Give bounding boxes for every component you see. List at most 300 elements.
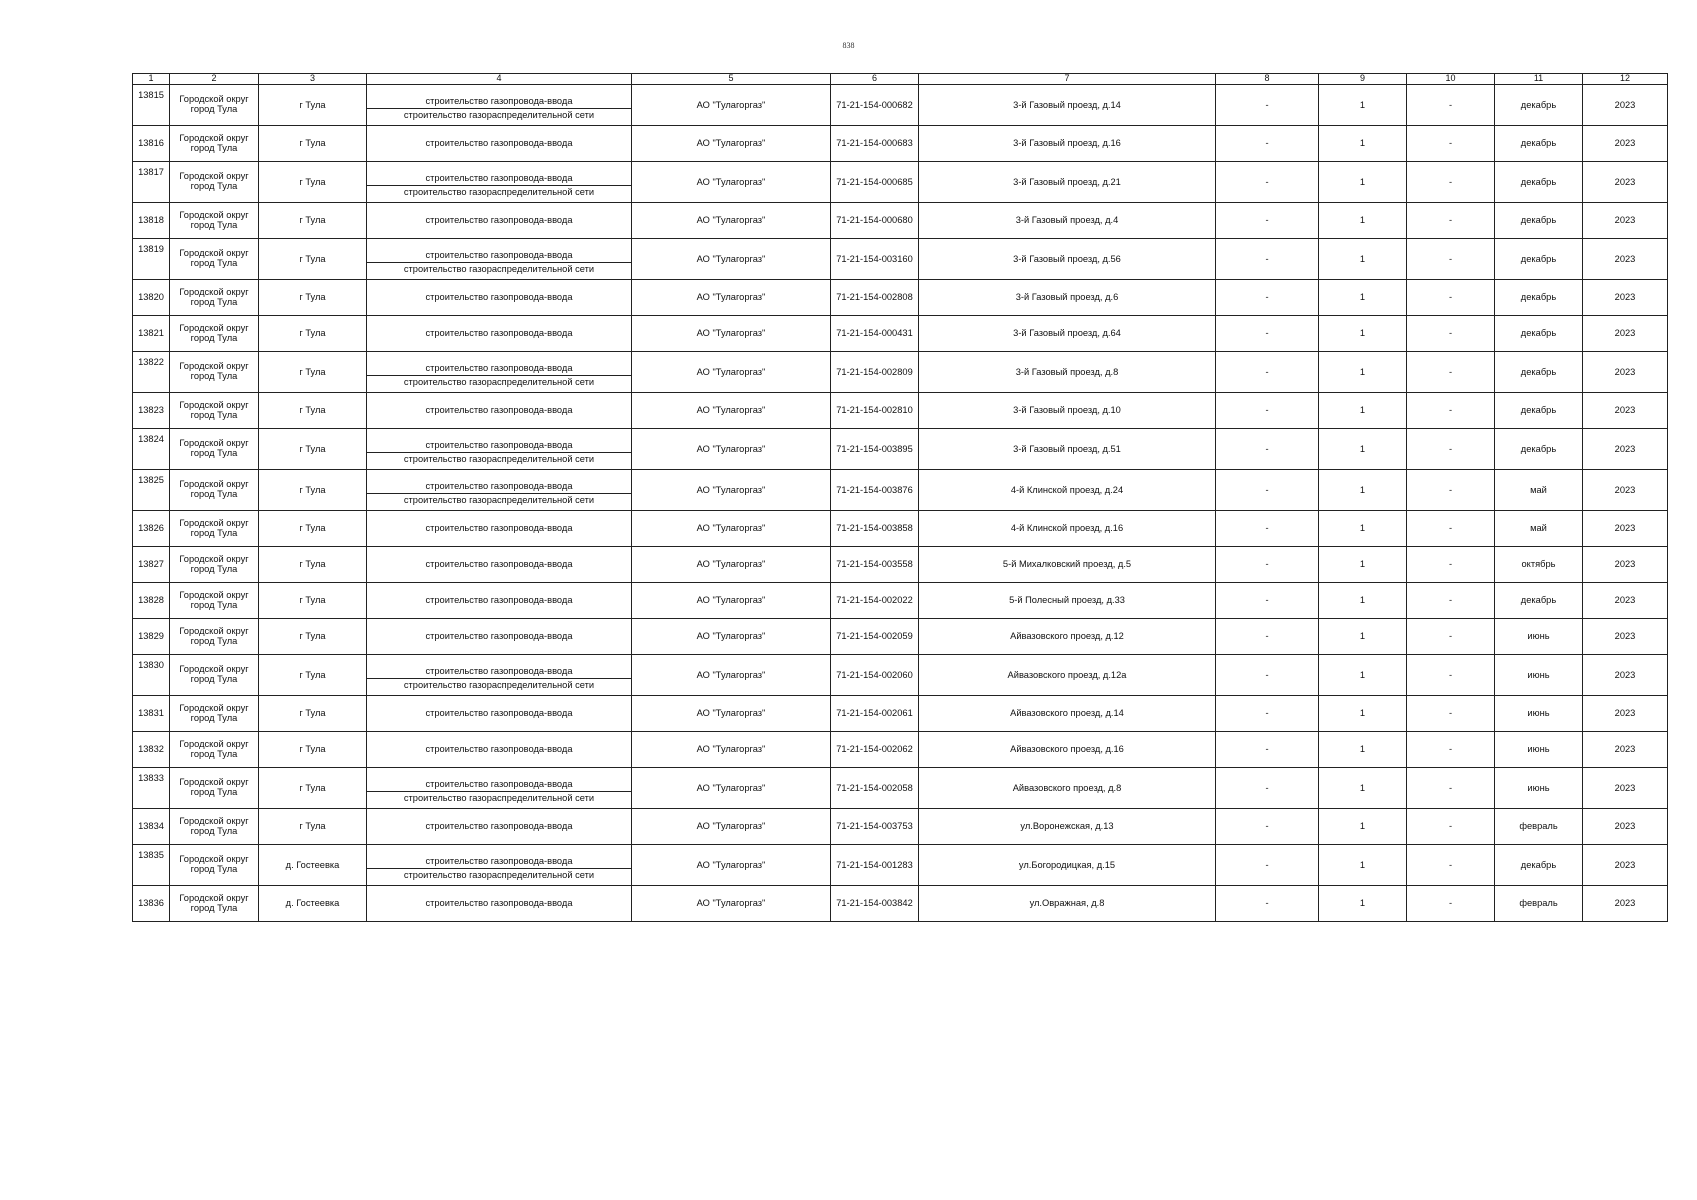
cell-district: Городской округ город Тула: [170, 583, 259, 619]
cell-id: 13832: [133, 732, 170, 768]
cell-org: АО "Тулагоргаз": [632, 393, 831, 429]
cell-code: 71-21-154-000431: [831, 316, 919, 352]
cell-year: 2023: [1583, 239, 1668, 280]
cell-month: декабрь: [1495, 393, 1583, 429]
cell-address: 3-й Газовый проезд, д.6: [919, 280, 1216, 316]
cell-c10: -: [1407, 126, 1495, 162]
header-cell: 7: [919, 74, 1216, 85]
table-row: [133, 203, 1668, 239]
cell-year: 2023: [1583, 845, 1668, 886]
table-row: [133, 886, 1668, 922]
cell-district: Городской округ город Тула: [170, 162, 259, 203]
cell-c10: -: [1407, 768, 1495, 809]
cell-address: Айвазовского проезд, д.14: [919, 696, 1216, 732]
cell-c8: -: [1216, 470, 1319, 511]
cell-c9: 1: [1319, 393, 1407, 429]
table-row: [133, 768, 1668, 809]
cell-c10: -: [1407, 239, 1495, 280]
work-item: строительство газопровода-ввода: [367, 88, 631, 109]
cell-month: май: [1495, 470, 1583, 511]
work-item: строительство газопровода-ввода: [367, 355, 631, 376]
cell-id: 13815: [133, 85, 170, 126]
cell-c8: -: [1216, 583, 1319, 619]
cell-code: 71-21-154-002060: [831, 655, 919, 696]
cell-code: 71-21-154-000683: [831, 126, 919, 162]
cell-works: [367, 316, 632, 352]
cell-org: АО "Тулагоргаз": [632, 126, 831, 162]
work-item: строительство газопровода-ввода: [425, 744, 573, 755]
cell-org: АО "Тулагоргаз": [632, 280, 831, 316]
table-row: [133, 393, 1668, 429]
cell-district: Городской округ город Тула: [170, 239, 259, 280]
cell-code: 71-21-154-000680: [831, 203, 919, 239]
header-cell: 10: [1407, 74, 1495, 85]
cell-id: 13827: [133, 547, 170, 583]
cell-c9: 1: [1319, 126, 1407, 162]
cell-c9: 1: [1319, 547, 1407, 583]
cell-year: 2023: [1583, 511, 1668, 547]
cell-org: АО "Тулагоргаз": [632, 470, 831, 511]
cell-c9: 1: [1319, 352, 1407, 393]
work-item: строительство газораспределительной сети: [403, 110, 595, 121]
work-item: строительство газораспределительной сети: [403, 870, 595, 881]
cell-month: декабрь: [1495, 352, 1583, 393]
work-item: строительство газораспределительной сети: [403, 187, 595, 198]
work-item: строительство газораспределительной сети: [403, 793, 595, 804]
table-row: [133, 732, 1668, 768]
table-row: [133, 511, 1668, 547]
cell-locality: г Тула: [259, 696, 367, 732]
cell-org: АО "Тулагоргаз": [632, 316, 831, 352]
cell-month: декабрь: [1495, 239, 1583, 280]
cell-works: [367, 845, 632, 886]
cell-year: 2023: [1583, 619, 1668, 655]
page-number: 838: [842, 41, 855, 50]
cell-id: 13836: [133, 886, 170, 922]
cell-c10: -: [1407, 845, 1495, 886]
cell-year: 2023: [1583, 429, 1668, 470]
cell-code: 71-21-154-002022: [831, 583, 919, 619]
work-item: строительство газораспределительной сети: [403, 377, 595, 388]
cell-month: декабрь: [1495, 162, 1583, 203]
cell-address: 3-й Газовый проезд, д.8: [919, 352, 1216, 393]
table-row: [133, 470, 1668, 511]
cell-c10: -: [1407, 886, 1495, 922]
cell-district: Городской округ город Тула: [170, 126, 259, 162]
cell-locality: г Тула: [259, 85, 367, 126]
cell-address: Айвазовского проезд, д.8: [919, 768, 1216, 809]
cell-address: Айвазовского проезд, д.12: [919, 619, 1216, 655]
cell-code: 71-21-154-003753: [831, 809, 919, 845]
header-row: [133, 74, 1668, 85]
cell-works: [367, 511, 632, 547]
work-item: строительство газопровода-ввода: [425, 708, 573, 719]
cell-c9: 1: [1319, 239, 1407, 280]
cell-id: 13817: [133, 162, 170, 203]
cell-works: [367, 85, 632, 126]
cell-code: 71-21-154-003558: [831, 547, 919, 583]
work-item: строительство газопровода-ввода: [425, 328, 573, 339]
work-item: строительство газопровода-ввода: [425, 215, 573, 226]
cell-month: декабрь: [1495, 429, 1583, 470]
cell-c8: -: [1216, 511, 1319, 547]
table-row: [133, 845, 1668, 886]
cell-locality: г Тула: [259, 429, 367, 470]
cell-address: Айвазовского проезд, д.16: [919, 732, 1216, 768]
cell-org: АО "Тулагоргаз": [632, 583, 831, 619]
cell-org: АО "Тулагоргаз": [632, 429, 831, 470]
cell-month: июнь: [1495, 768, 1583, 809]
cell-code: 71-21-154-002059: [831, 619, 919, 655]
cell-c9: 1: [1319, 809, 1407, 845]
cell-id: 13816: [133, 126, 170, 162]
cell-month: декабрь: [1495, 280, 1583, 316]
table-row: [133, 696, 1668, 732]
cell-c10: -: [1407, 203, 1495, 239]
cell-code: 71-21-154-003842: [831, 886, 919, 922]
cell-district: Городской округ город Тула: [170, 845, 259, 886]
cell-address: 3-й Газовый проезд, д.56: [919, 239, 1216, 280]
table-row: [133, 162, 1668, 203]
cell-month: июнь: [1495, 696, 1583, 732]
data-table: [132, 73, 1668, 922]
cell-district: Городской округ город Тула: [170, 511, 259, 547]
cell-year: 2023: [1583, 393, 1668, 429]
cell-c8: -: [1216, 352, 1319, 393]
cell-c10: -: [1407, 655, 1495, 696]
cell-works: [367, 809, 632, 845]
cell-c9: 1: [1319, 619, 1407, 655]
cell-year: 2023: [1583, 126, 1668, 162]
cell-year: 2023: [1583, 696, 1668, 732]
cell-c10: -: [1407, 316, 1495, 352]
header-cell: 1: [133, 74, 170, 85]
work-item: строительство газопровода-ввода: [367, 848, 631, 869]
header-cell: 6: [831, 74, 919, 85]
cell-org: АО "Тулагоргаз": [632, 655, 831, 696]
cell-code: 71-21-154-002061: [831, 696, 919, 732]
cell-c8: -: [1216, 280, 1319, 316]
cell-c9: 1: [1319, 203, 1407, 239]
cell-code: 71-21-154-003858: [831, 511, 919, 547]
cell-c10: -: [1407, 429, 1495, 470]
cell-works: [367, 203, 632, 239]
cell-address: 3-й Газовый проезд, д.21: [919, 162, 1216, 203]
cell-district: Городской округ город Тула: [170, 393, 259, 429]
cell-c9: 1: [1319, 429, 1407, 470]
cell-c9: 1: [1319, 655, 1407, 696]
cell-c9: 1: [1319, 886, 1407, 922]
table-row: [133, 280, 1668, 316]
cell-code: 71-21-154-002058: [831, 768, 919, 809]
cell-c9: 1: [1319, 583, 1407, 619]
cell-locality: д. Гостеевка: [259, 886, 367, 922]
table-row: [133, 126, 1668, 162]
cell-month: июнь: [1495, 655, 1583, 696]
cell-c9: 1: [1319, 85, 1407, 126]
cell-works: [367, 280, 632, 316]
cell-c9: 1: [1319, 280, 1407, 316]
header-cell: 9: [1319, 74, 1407, 85]
cell-c10: -: [1407, 393, 1495, 429]
cell-locality: г Тула: [259, 809, 367, 845]
cell-district: Городской округ город Тула: [170, 429, 259, 470]
cell-address: 3-й Газовый проезд, д.64: [919, 316, 1216, 352]
cell-id: 13831: [133, 696, 170, 732]
cell-works: [367, 429, 632, 470]
cell-c9: 1: [1319, 470, 1407, 511]
cell-c10: -: [1407, 583, 1495, 619]
cell-year: 2023: [1583, 316, 1668, 352]
cell-address: ул.Богородицкая, д.15: [919, 845, 1216, 886]
cell-org: АО "Тулагоргаз": [632, 162, 831, 203]
cell-month: февраль: [1495, 886, 1583, 922]
cell-works: [367, 886, 632, 922]
cell-address: 3-й Газовый проезд, д.10: [919, 393, 1216, 429]
cell-district: Городской округ город Тула: [170, 352, 259, 393]
cell-address: ул.Овражная, д.8: [919, 886, 1216, 922]
cell-month: июнь: [1495, 732, 1583, 768]
work-item: строительство газопровода-ввода: [425, 595, 573, 606]
cell-org: АО "Тулагоргаз": [632, 511, 831, 547]
cell-id: 13824: [133, 429, 170, 470]
cell-id: 13835: [133, 845, 170, 886]
cell-c9: 1: [1319, 768, 1407, 809]
cell-locality: г Тула: [259, 352, 367, 393]
cell-org: АО "Тулагоргаз": [632, 886, 831, 922]
cell-month: декабрь: [1495, 583, 1583, 619]
cell-year: 2023: [1583, 809, 1668, 845]
header-cell: 11: [1495, 74, 1583, 85]
cell-c8: -: [1216, 886, 1319, 922]
cell-c8: -: [1216, 655, 1319, 696]
cell-locality: г Тула: [259, 583, 367, 619]
cell-works: [367, 470, 632, 511]
cell-c10: -: [1407, 280, 1495, 316]
header-cell: 8: [1216, 74, 1319, 85]
cell-works: [367, 655, 632, 696]
work-item: строительство газораспределительной сети: [403, 680, 595, 691]
cell-c8: -: [1216, 162, 1319, 203]
work-item: строительство газопровода-ввода: [425, 523, 573, 534]
work-item: строительство газораспределительной сети: [403, 495, 595, 506]
cell-org: АО "Тулагоргаз": [632, 809, 831, 845]
header-cell: 3: [259, 74, 367, 85]
work-item: строительство газопровода-ввода: [425, 631, 573, 642]
cell-works: [367, 126, 632, 162]
cell-district: Городской округ город Тула: [170, 809, 259, 845]
cell-locality: г Тула: [259, 393, 367, 429]
work-item: строительство газопровода-ввода: [425, 559, 573, 570]
cell-c10: -: [1407, 732, 1495, 768]
work-item: строительство газораспределительной сети: [403, 264, 595, 275]
cell-address: 3-й Газовый проезд, д.14: [919, 85, 1216, 126]
cell-id: 13833: [133, 768, 170, 809]
cell-c8: -: [1216, 732, 1319, 768]
cell-id: 13825: [133, 470, 170, 511]
cell-district: Городской округ город Тула: [170, 768, 259, 809]
work-item: строительство газопровода-ввода: [367, 165, 631, 186]
cell-c8: -: [1216, 239, 1319, 280]
header-cell: 2: [170, 74, 259, 85]
cell-c8: -: [1216, 126, 1319, 162]
cell-month: декабрь: [1495, 85, 1583, 126]
cell-locality: г Тула: [259, 768, 367, 809]
cell-district: Городской округ город Тула: [170, 85, 259, 126]
cell-month: июнь: [1495, 619, 1583, 655]
cell-address: 4-й Клинской проезд, д.16: [919, 511, 1216, 547]
cell-district: Городской округ город Тула: [170, 547, 259, 583]
cell-org: АО "Тулагоргаз": [632, 352, 831, 393]
cell-works: [367, 696, 632, 732]
cell-year: 2023: [1583, 162, 1668, 203]
table-row: [133, 429, 1668, 470]
cell-year: 2023: [1583, 352, 1668, 393]
cell-locality: г Тула: [259, 280, 367, 316]
cell-c8: -: [1216, 393, 1319, 429]
cell-locality: д. Гостеевка: [259, 845, 367, 886]
cell-month: декабрь: [1495, 203, 1583, 239]
table-row: [133, 583, 1668, 619]
cell-c8: -: [1216, 845, 1319, 886]
cell-locality: г Тула: [259, 619, 367, 655]
header-cell: 12: [1583, 74, 1668, 85]
cell-code: 71-21-154-000685: [831, 162, 919, 203]
cell-c8: -: [1216, 203, 1319, 239]
cell-month: декабрь: [1495, 845, 1583, 886]
cell-works: [367, 583, 632, 619]
cell-month: декабрь: [1495, 316, 1583, 352]
cell-year: 2023: [1583, 547, 1668, 583]
cell-id: 13829: [133, 619, 170, 655]
cell-code: 71-21-154-003895: [831, 429, 919, 470]
cell-address: ул.Воронежская, д.13: [919, 809, 1216, 845]
cell-address: 5-й Михалковский проезд, д.5: [919, 547, 1216, 583]
cell-c9: 1: [1319, 696, 1407, 732]
cell-c8: -: [1216, 547, 1319, 583]
cell-code: 71-21-154-002808: [831, 280, 919, 316]
cell-year: 2023: [1583, 583, 1668, 619]
cell-id: 13818: [133, 203, 170, 239]
cell-address: Айвазовского проезд, д.12а: [919, 655, 1216, 696]
cell-c8: -: [1216, 429, 1319, 470]
work-item: строительство газораспределительной сети: [403, 454, 595, 465]
header-cell: 4: [367, 74, 632, 85]
cell-year: 2023: [1583, 470, 1668, 511]
table-row: [133, 809, 1668, 845]
work-item: строительство газопровода-ввода: [425, 405, 573, 416]
cell-works: [367, 768, 632, 809]
cell-code: 71-21-154-000682: [831, 85, 919, 126]
cell-year: 2023: [1583, 886, 1668, 922]
cell-org: АО "Тулагоргаз": [632, 85, 831, 126]
cell-code: 71-21-154-002809: [831, 352, 919, 393]
cell-id: 13823: [133, 393, 170, 429]
cell-works: [367, 162, 632, 203]
cell-c8: -: [1216, 619, 1319, 655]
cell-id: 13821: [133, 316, 170, 352]
cell-org: АО "Тулагоргаз": [632, 547, 831, 583]
cell-district: Городской округ город Тула: [170, 470, 259, 511]
cell-org: АО "Тулагоргаз": [632, 619, 831, 655]
cell-district: Городской округ город Тула: [170, 886, 259, 922]
cell-month: февраль: [1495, 809, 1583, 845]
table-row: [133, 547, 1668, 583]
table-row: [133, 85, 1668, 126]
cell-year: 2023: [1583, 732, 1668, 768]
cell-year: 2023: [1583, 655, 1668, 696]
cell-locality: г Тула: [259, 511, 367, 547]
header-cell: 5: [632, 74, 831, 85]
cell-month: декабрь: [1495, 126, 1583, 162]
cell-district: Городской округ город Тула: [170, 280, 259, 316]
cell-id: 13834: [133, 809, 170, 845]
cell-org: АО "Тулагоргаз": [632, 768, 831, 809]
cell-id: 13828: [133, 583, 170, 619]
cell-id: 13830: [133, 655, 170, 696]
cell-c8: -: [1216, 768, 1319, 809]
cell-c10: -: [1407, 85, 1495, 126]
cell-works: [367, 352, 632, 393]
cell-month: октябрь: [1495, 547, 1583, 583]
cell-c9: 1: [1319, 845, 1407, 886]
cell-locality: г Тула: [259, 470, 367, 511]
cell-code: 71-21-154-002810: [831, 393, 919, 429]
cell-c8: -: [1216, 85, 1319, 126]
cell-locality: г Тула: [259, 547, 367, 583]
cell-district: Городской округ город Тула: [170, 696, 259, 732]
cell-c10: -: [1407, 162, 1495, 203]
table-row: [133, 352, 1668, 393]
cell-c10: -: [1407, 696, 1495, 732]
cell-id: 13826: [133, 511, 170, 547]
cell-district: Городской округ город Тула: [170, 732, 259, 768]
cell-org: АО "Тулагоргаз": [632, 696, 831, 732]
cell-id: 13819: [133, 239, 170, 280]
cell-address: 4-й Клинской проезд, д.24: [919, 470, 1216, 511]
cell-year: 2023: [1583, 768, 1668, 809]
cell-works: [367, 547, 632, 583]
cell-code: 71-21-154-003876: [831, 470, 919, 511]
work-item: строительство газопровода-ввода: [367, 242, 631, 263]
cell-address: 3-й Газовый проезд, д.4: [919, 203, 1216, 239]
cell-c9: 1: [1319, 732, 1407, 768]
cell-org: АО "Тулагоргаз": [632, 845, 831, 886]
cell-c9: 1: [1319, 162, 1407, 203]
cell-address: 5-й Полесный проезд, д.33: [919, 583, 1216, 619]
cell-c8: -: [1216, 316, 1319, 352]
table-row: [133, 239, 1668, 280]
cell-org: АО "Тулагоргаз": [632, 203, 831, 239]
cell-address: 3-й Газовый проезд, д.16: [919, 126, 1216, 162]
cell-c8: -: [1216, 696, 1319, 732]
cell-district: Городской округ город Тула: [170, 655, 259, 696]
work-item: строительство газопровода-ввода: [367, 771, 631, 792]
cell-works: [367, 732, 632, 768]
cell-code: 71-21-154-003160: [831, 239, 919, 280]
cell-c10: -: [1407, 470, 1495, 511]
cell-works: [367, 619, 632, 655]
cell-locality: г Тула: [259, 316, 367, 352]
work-item: строительство газопровода-ввода: [425, 292, 573, 303]
table-row: [133, 316, 1668, 352]
cell-c8: -: [1216, 809, 1319, 845]
cell-locality: г Тула: [259, 162, 367, 203]
cell-code: 71-21-154-002062: [831, 732, 919, 768]
work-item: строительство газопровода-ввода: [367, 658, 631, 679]
cell-code: 71-21-154-001283: [831, 845, 919, 886]
cell-org: АО "Тулагоргаз": [632, 732, 831, 768]
